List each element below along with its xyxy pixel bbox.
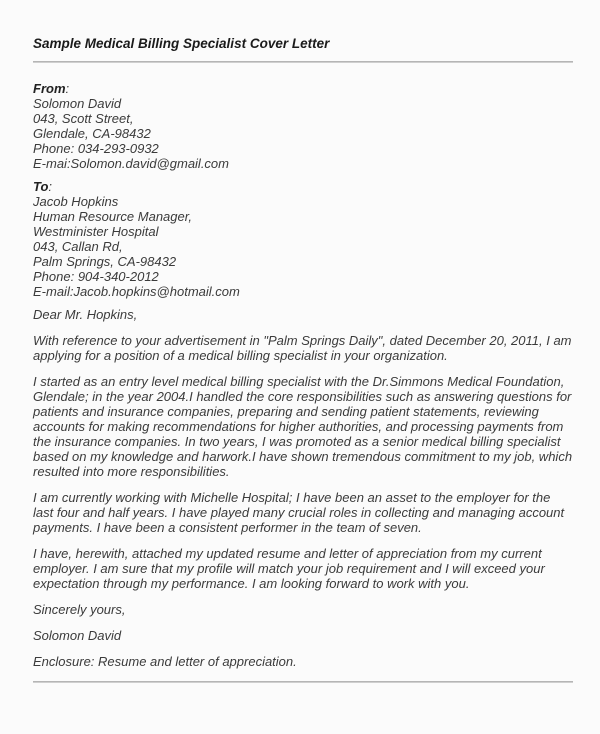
to-colon: : [48,179,53,194]
signature: Solomon David [33,628,122,643]
to-city: Palm Springs, CA-98432 [33,254,177,269]
from-block [33,81,573,171]
title-divider [33,61,573,63]
to-name: Jacob Hopkins [33,194,119,209]
to-company: Westminister Hospital [33,224,159,239]
from-phone: Phone: 034-293-0932 [33,141,159,156]
closing: Sincerely yours, [33,602,126,617]
from-label-line [33,81,573,96]
to-email: E-mail:Jacob.hopkins@hotmail.com [33,284,240,299]
paragraph-experience: I started as an entry level medical billing specialist with the Dr.Simmons Medical Foundation, Glendale; in the year 2004.I handled the core responsibilities such as answering questions for patients and insurance companies, preparing and sending patient statements, reviewing accounts for making recommendations for higher authorities, and processing payments from the insurance companies. In two years, I was promoted as a senior medical billing specialist based on my knowledge and harwork.I have shown tremendous commitment to my job, which resulted into more responsibilities. [33,374,573,479]
from-label: From [33,81,66,96]
bottom-divider [33,681,573,683]
to-label-line [33,179,573,194]
from-colon: : [65,81,70,96]
enclosure-note: Enclosure: Resume and letter of appreciation. [33,654,297,669]
from-city: Glendale, CA-98432 [33,126,151,141]
to-street: 043, Callan Rd, [33,239,123,254]
paragraph-intro: With reference to your advertisement in "Palm Springs Daily", dated December 20, 2011, I am applying for a position of a medical billing specialist in your organization. [33,333,572,363]
from-name: Solomon David [33,96,122,111]
paragraph-attachments: I have, herewith, attached my updated resume and letter of appreciation from my current employer. I am sure that my profile will match your job requirement and I will exceed your expectation through my performance. I am looking forward to work with you. [33,546,545,591]
paragraph-current-role: I am currently working with Michelle Hospital; I have been an asset to the employer for the last four and half years. I have played many crucial roles in collecting and managing account payments. I have been a consistent performer in the team of seven. [33,490,565,535]
to-role: Human Resource Manager, [33,209,192,224]
to-label: To [33,179,49,194]
page-title: Sample Medical Billing Specialist Cover Letter [33,36,330,51]
from-street: 043, Scott Street, [33,111,134,126]
to-phone: Phone: 904-340-2012 [33,269,159,284]
salutation: Dear Mr. Hopkins, [33,307,138,322]
from-email: E-mai:Solomon.david@gmail.com [33,156,229,171]
to-block [33,179,573,299]
